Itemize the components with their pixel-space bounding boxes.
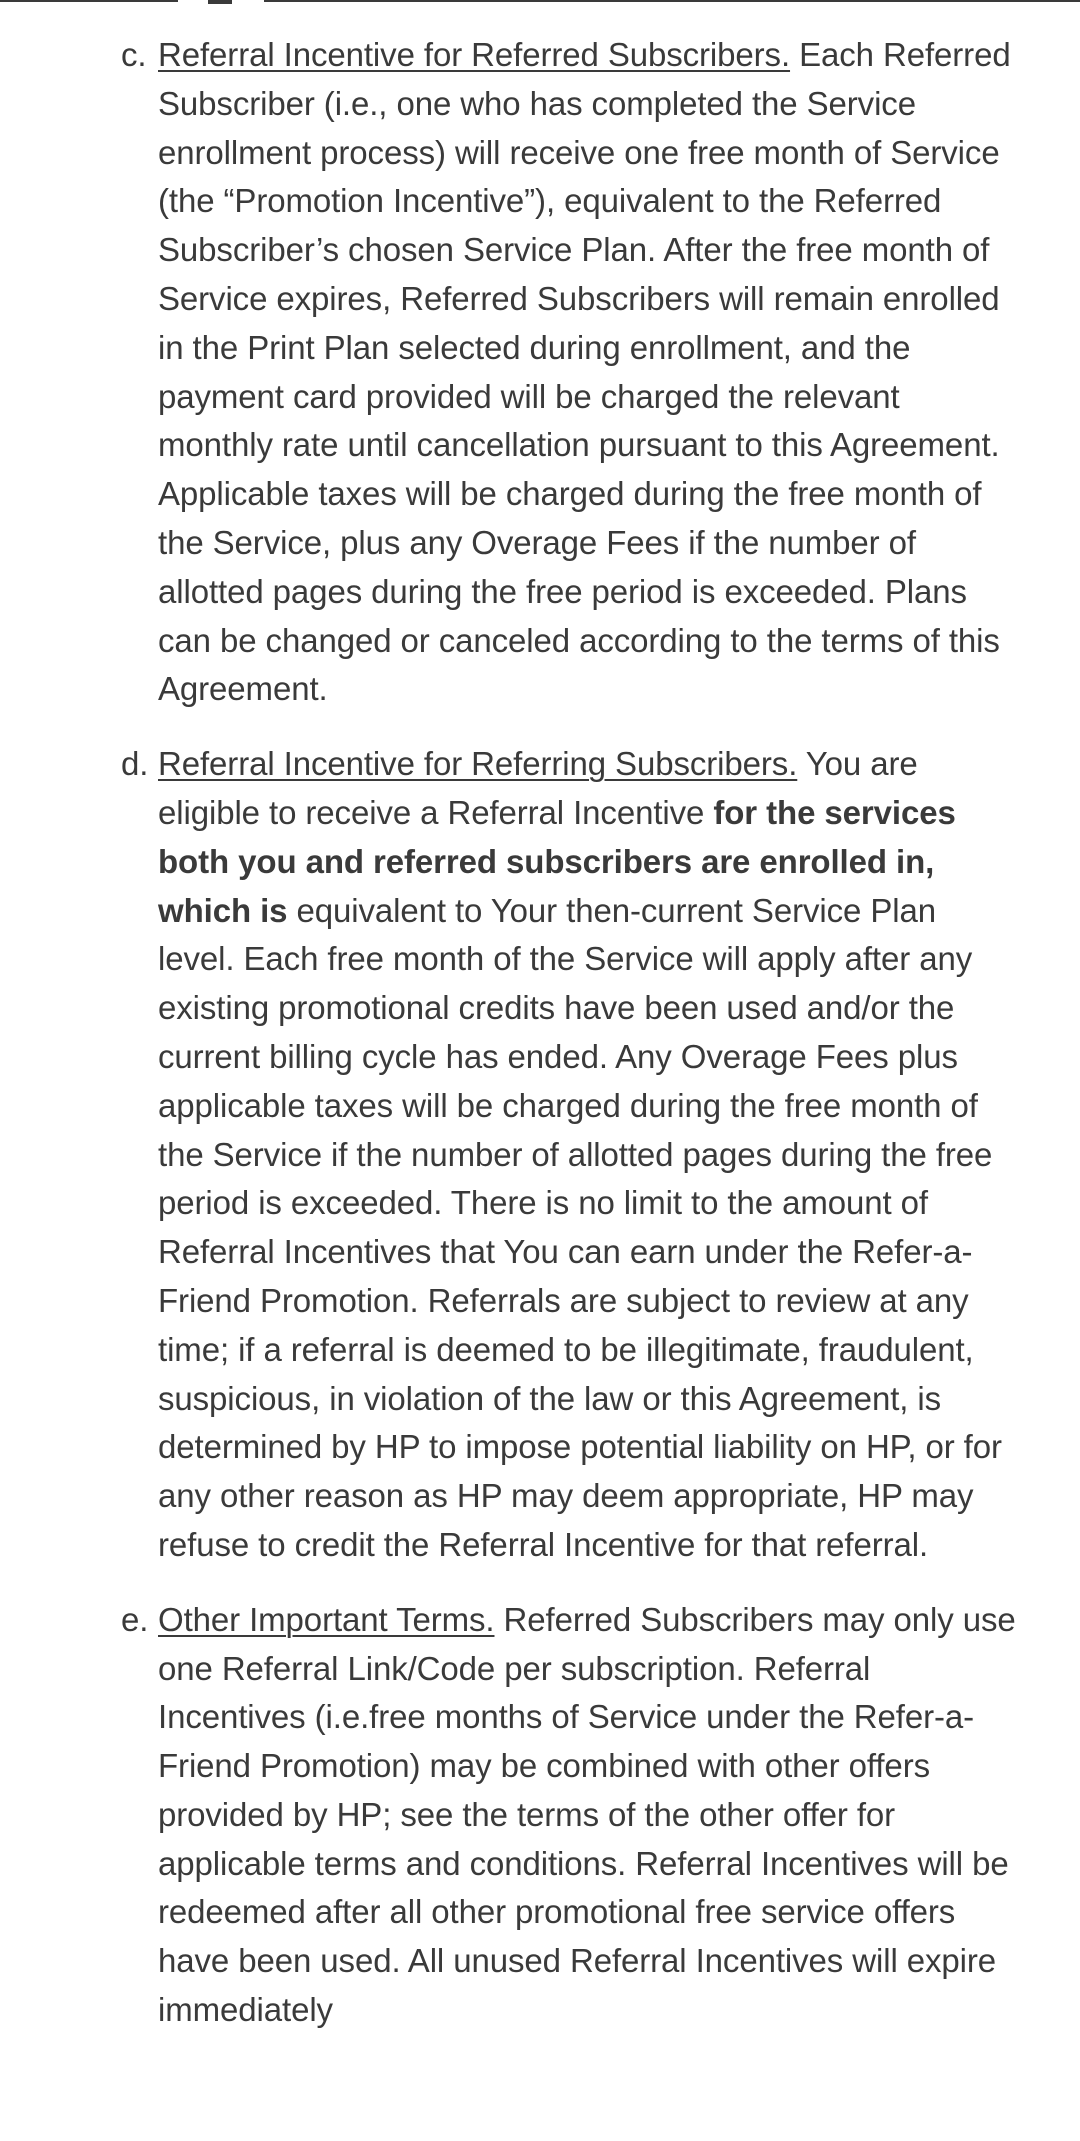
section-heading: Referral Incentive for Referred Subscribers. xyxy=(158,36,791,73)
list-marker: e. xyxy=(121,1600,149,1638)
top-divider-tab xyxy=(208,0,232,4)
section-body: Referred Subscribers may only use one Referral Link/Code per subscription. Referral Incentives (i.e.free months of Service under the Refer-a-Friend Promotion) may be combined with other offers provided by HP; see the terms of the other offer for applicable terms and conditions. Referral Incentives will be redeemed after all other promotional free service offers have been used. All unused Referral Incentives will expire immediately xyxy=(158,1600,1016,2029)
terms-list xyxy=(0,31,1080,2035)
list-marker: c. xyxy=(121,36,147,73)
terms-item-e xyxy=(0,1596,1080,2035)
section-heading: Referral Incentive for Referring Subscribers. xyxy=(158,745,798,783)
section-body: Each Referred Subscriber (i.e., one who has completed the Service enrollment process) will receive one free month of Service (the “Promotion Incentive”), equivalent to the Referred Subscriber’s chosen Service Plan. After the free month of Service expires, Referred Subscribers will remain enrolled in the Print Plan selected during enrollment, and the payment card provided will be charged the relevant monthly rate until cancellation pursuant to this Agreement. Applicable taxes will be charged during the free month of the Service, plus any Overage Fees if the number of allotted pages during the free period is exceeded. Plans can be changed or canceled according to the terms of this Agreement. xyxy=(158,36,1011,708)
list-marker: d. xyxy=(121,745,149,783)
section-body: You are eligible to receive a Referral Incentive xyxy=(158,745,918,831)
terms-item-d xyxy=(0,740,1080,1570)
section-body-continued: equivalent to Your then-current Service Plan level. Each free month of the Service will apply after any existing promotional credits have been used and/or the current billing cycle has ended. Any Overage Fees plus applicable taxes will be charged during the free month of the Service if the number of allotted pages during the free period is exceeded. There is no limit to the amount of Referral Incentives that You can earn under the Refer-a-Friend Promotion. Referrals are subject to review at any time; if a referral is deemed to be illegitimate, fraudulent, suspicious, in violation of the law or this Agreement, is determined by HP to impose potential liability on HP, or for any other reason as HP may deem appropriate, HP may refuse to credit the Referral Incentive for that referral. xyxy=(158,891,1002,1563)
terms-item-c xyxy=(0,31,1080,714)
top-divider xyxy=(0,0,1080,2)
section-heading: Other Important Terms. xyxy=(158,1600,495,1638)
section-body-bold: for the services both you and referred subscribers are enrolled in, which is xyxy=(158,793,956,929)
